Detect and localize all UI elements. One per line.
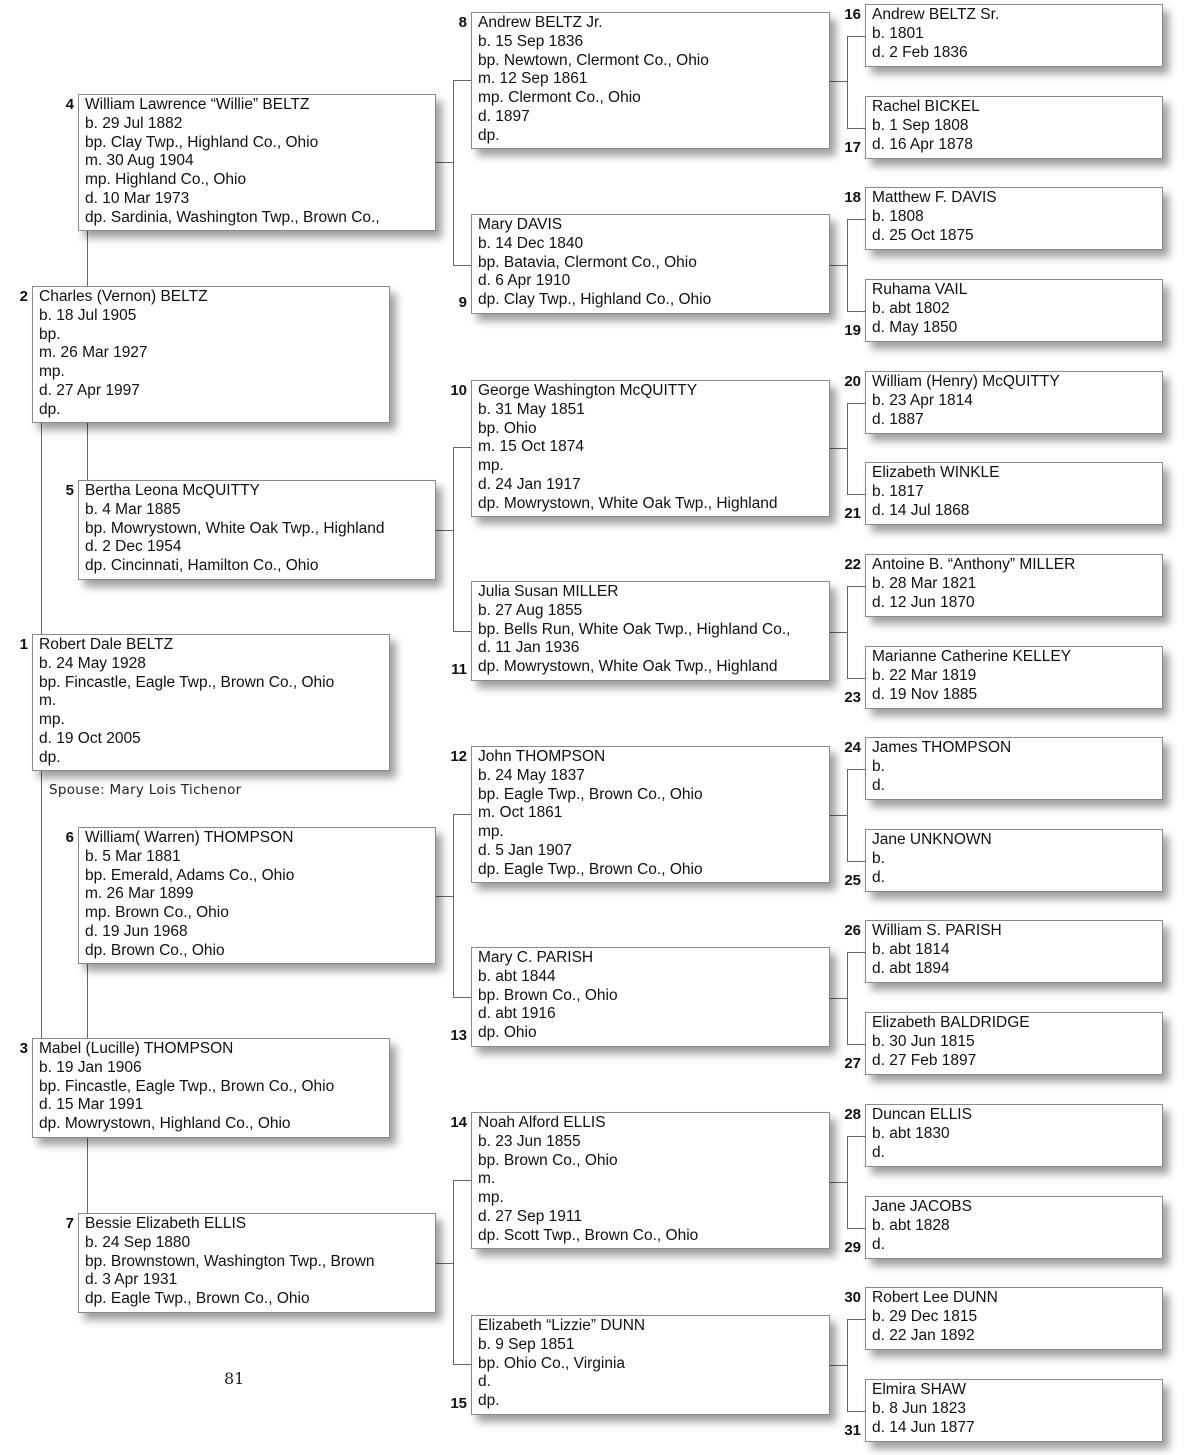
person-name: Jane UNKNOWN	[872, 831, 992, 848]
person-name: Robert Dale BELTZ	[39, 636, 174, 653]
connector-line	[847, 1044, 865, 1045]
person-name: Antoine B. “Anthony” MILLER	[872, 556, 1076, 573]
connector-line	[847, 952, 865, 953]
person-detail: b. 1808	[872, 207, 924, 225]
connector-line	[847, 36, 865, 37]
connector-line	[453, 814, 454, 997]
person-detail: d. 24 Jan 1917	[478, 475, 581, 493]
person-detail: d. abt 1894	[872, 959, 950, 977]
ahnentafel-number: 9	[458, 294, 467, 311]
person-detail: d. 5 Jan 1907	[478, 841, 572, 859]
person-box-28[interactable]	[865, 1104, 1163, 1167]
connector-line	[41, 771, 42, 1038]
connector-line	[847, 219, 848, 311]
person-detail: b. 1817	[872, 482, 924, 500]
person-detail: bp. Fincastle, Eagle Twp., Brown Co., Ohio	[39, 1077, 335, 1095]
page-number: 81	[224, 1369, 245, 1388]
person-detail: b. 14 Dec 1840	[478, 234, 584, 252]
person-box-10[interactable]	[471, 380, 830, 517]
person-box-12[interactable]	[471, 746, 830, 883]
person-detail: bp. Ohio Co., Virginia	[478, 1354, 626, 1372]
person-detail: bp. Brownstown, Washington Twp., Brown	[85, 1252, 375, 1270]
person-name: George Washington McQUITTY	[478, 382, 698, 399]
person-detail: d.	[872, 1235, 885, 1253]
person-name: Bertha Leona McQUITTY	[85, 482, 260, 499]
person-detail: b. 15 Sep 1836	[478, 32, 584, 50]
person-name: Elmira SHAW	[872, 1381, 967, 1398]
connector-line	[847, 586, 865, 587]
person-name: Ruhama VAIL	[872, 281, 968, 298]
person-box-15[interactable]	[471, 1315, 830, 1415]
person-box-16[interactable]	[865, 4, 1163, 67]
ahnentafel-number: 16	[844, 6, 861, 23]
person-detail: dp. Eagle Twp., Brown Co., Ohio	[478, 860, 703, 878]
connector-line	[847, 403, 865, 404]
connector-line	[847, 1319, 848, 1411]
person-detail: dp. Ohio	[478, 1024, 537, 1042]
connector-line	[830, 448, 847, 449]
person-detail: bp. Fincastle, Eagle Twp., Brown Co., Ohio	[39, 673, 335, 691]
connector-line	[436, 530, 453, 531]
connector-line	[453, 1180, 471, 1181]
person-box-8[interactable]	[471, 12, 830, 149]
person-detail: dp.	[478, 1392, 500, 1410]
person-detail: d.	[872, 1143, 885, 1161]
connector-line	[847, 1228, 865, 1229]
connector-line	[453, 80, 471, 81]
ahnentafel-number: 27	[844, 1055, 861, 1072]
connector-line	[830, 265, 847, 266]
person-detail: d. 25 Oct 1875	[872, 226, 974, 244]
ahnentafel-number: 13	[450, 1027, 467, 1044]
person-detail: d.	[872, 868, 885, 886]
person-detail: b. 24 Sep 1880	[85, 1233, 191, 1251]
person-detail: d. 22 Jan 1892	[872, 1326, 975, 1344]
person-detail: b. 24 May 1928	[39, 654, 146, 672]
person-box-19[interactable]	[865, 279, 1163, 342]
person-detail: bp. Clay Twp., Highland Co., Ohio	[85, 133, 319, 151]
person-detail: mp.	[39, 363, 65, 381]
person-box-22[interactable]	[865, 554, 1163, 617]
person-detail: d. 27 Feb 1897	[872, 1051, 977, 1069]
person-detail: b. 4 Mar 1885	[85, 500, 181, 518]
connector-line	[847, 769, 848, 861]
person-detail: b. 30 Jun 1815	[872, 1032, 975, 1050]
person-box-23[interactable]	[865, 646, 1163, 709]
connector-line	[87, 231, 88, 286]
ahnentafel-number: 2	[19, 288, 28, 305]
person-detail: m.	[39, 692, 57, 710]
person-name: Charles (Vernon) BELTZ	[39, 288, 208, 305]
person-detail: m. 26 Mar 1899	[85, 885, 194, 903]
person-detail: m. 15 Oct 1874	[478, 438, 584, 456]
person-detail: dp. Clay Twp., Highland Co., Ohio	[478, 291, 712, 309]
person-box-31[interactable]	[865, 1379, 1163, 1442]
connector-line	[453, 1364, 471, 1365]
person-box-5[interactable]	[78, 480, 436, 580]
person-name: Mary C. PARISH	[478, 949, 594, 966]
ahnentafel-number: 20	[844, 373, 861, 390]
person-detail: d. 6 Apr 1910	[478, 272, 571, 290]
connector-line	[453, 447, 471, 448]
connector-line	[453, 80, 454, 265]
person-name: Andrew BELTZ Jr.	[478, 14, 603, 31]
person-box-24[interactable]	[865, 737, 1163, 800]
person-detail: d. 11 Jan 1936	[478, 639, 580, 657]
person-box-3[interactable]	[32, 1038, 390, 1138]
ahnentafel-number: 28	[844, 1106, 861, 1123]
connector-line	[87, 964, 88, 1038]
person-detail: bp. Brown Co., Ohio	[478, 1151, 618, 1169]
person-detail: d. 3 Apr 1931	[85, 1271, 178, 1289]
person-detail: m. 30 Aug 1904	[85, 152, 194, 170]
person-detail: b. 28 Mar 1821	[872, 574, 977, 592]
person-detail: b. 18 Jul 1905	[39, 306, 137, 324]
person-detail: d. 14 Jul 1868	[872, 501, 970, 519]
ahnentafel-number: 12	[450, 748, 467, 765]
person-detail: bp. Eagle Twp., Brown Co., Ohio	[478, 785, 703, 803]
ahnentafel-number: 29	[844, 1239, 861, 1256]
ahnentafel-number: 24	[844, 739, 861, 756]
person-detail: d. 2 Dec 1954	[85, 538, 182, 556]
ahnentafel-number: 23	[844, 689, 861, 706]
ahnentafel-number: 22	[844, 556, 861, 573]
person-detail: m. 12 Sep 1861	[478, 70, 588, 88]
person-box-27[interactable]	[865, 1012, 1163, 1075]
person-detail: dp.	[39, 400, 61, 418]
ahnentafel-number: 14	[450, 1114, 467, 1131]
person-detail: b. 24 May 1837	[478, 766, 585, 784]
person-detail: d.	[478, 1373, 491, 1391]
person-name: William( Warren) THOMPSON	[85, 829, 294, 846]
person-name: Elizabeth “Lizzie” DUNN	[478, 1317, 646, 1334]
person-detail: b. abt 1844	[478, 967, 556, 985]
person-detail: dp. Mowrystown, White Oak Twp., Highland	[478, 658, 778, 676]
person-box-9[interactable]	[471, 214, 830, 314]
ahnentafel-number: 4	[65, 96, 74, 113]
person-name: Jane JACOBS	[872, 1198, 972, 1215]
connector-line	[830, 1182, 847, 1183]
connector-line	[436, 162, 453, 163]
person-detail: bp. Brown Co., Ohio	[478, 986, 618, 1004]
connector-line	[830, 1365, 847, 1366]
person-name: William Lawrence “Willie” BELTZ	[85, 96, 310, 113]
person-detail: b. abt 1828	[872, 1216, 950, 1234]
connector-line	[847, 128, 865, 129]
person-detail: b. 31 May 1851	[478, 400, 585, 418]
ahnentafel-number: 19	[844, 322, 861, 339]
person-detail: d. 10 Mar 1973	[85, 189, 190, 207]
connector-line	[453, 447, 454, 631]
person-name: Elizabeth BALDRIDGE	[872, 1014, 1030, 1031]
person-name: Mabel (Lucille) THOMPSON	[39, 1040, 234, 1057]
person-detail: d. May 1850	[872, 318, 958, 336]
person-detail: d. 15 Mar 1991	[39, 1096, 144, 1114]
person-detail: d. 14 Jun 1877	[872, 1418, 975, 1436]
person-detail: mp.	[39, 711, 65, 729]
connector-line	[847, 219, 865, 220]
person-detail: dp. Scott Twp., Brown Co., Ohio	[478, 1226, 699, 1244]
person-detail: mp. Brown Co., Ohio	[85, 904, 229, 922]
person-box-25[interactable]	[865, 829, 1163, 892]
person-detail: b. 5 Mar 1881	[85, 847, 181, 865]
person-detail: mp.	[478, 823, 504, 841]
person-detail: b. 19 Jan 1906	[39, 1058, 142, 1076]
person-name: William S. PARISH	[872, 922, 1002, 939]
person-detail: dp. Eagle Twp., Brown Co., Ohio	[85, 1290, 310, 1308]
connector-line	[847, 861, 865, 862]
person-box-4[interactable]	[78, 94, 436, 231]
person-name: Marianne Catherine KELLEY	[872, 648, 1072, 665]
person-detail: m. Oct 1861	[478, 804, 563, 822]
person-detail: d. 1887	[872, 410, 924, 428]
connector-line	[87, 1138, 88, 1213]
person-detail: b. abt 1830	[872, 1124, 950, 1142]
ahnentafel-number: 8	[458, 14, 467, 31]
person-detail: d. 1897	[478, 107, 530, 125]
ahnentafel-number: 10	[450, 382, 467, 399]
connector-line	[87, 423, 88, 480]
connector-line	[847, 403, 848, 494]
connector-line	[847, 1411, 865, 1412]
connector-line	[847, 769, 865, 770]
ahnentafel-number: 21	[844, 505, 861, 522]
person-detail: b. 1801	[872, 24, 924, 42]
connector-line	[847, 952, 848, 1044]
person-box-17[interactable]	[865, 96, 1163, 159]
person-detail: d. 2 Feb 1836	[872, 43, 968, 61]
person-detail: d. 19 Nov 1885	[872, 685, 978, 703]
person-name: Matthew F. DAVIS	[872, 189, 997, 206]
person-name: William (Henry) McQUITTY	[872, 373, 1060, 390]
person-detail: d.	[872, 776, 885, 794]
person-name: Elizabeth WINKLE	[872, 464, 1000, 481]
person-name: Rachel BICKEL	[872, 98, 980, 115]
connector-line	[436, 1263, 453, 1264]
person-detail: b. 29 Dec 1815	[872, 1307, 978, 1325]
person-name: Julia Susan MILLER	[478, 583, 619, 600]
person-box-20[interactable]	[865, 371, 1163, 434]
person-box-6[interactable]	[78, 827, 436, 964]
person-detail: bp. Newtown, Clermont Co., Ohio	[478, 51, 709, 69]
connector-line	[830, 815, 847, 816]
person-name: Mary DAVIS	[478, 216, 563, 233]
person-detail: d. 27 Sep 1911	[478, 1207, 582, 1225]
person-detail: m.	[478, 1170, 496, 1188]
connector-line	[453, 265, 471, 266]
person-detail: m. 26 Mar 1927	[39, 344, 148, 362]
connector-line	[453, 814, 471, 815]
person-detail: b. 22 Mar 1819	[872, 666, 977, 684]
person-detail: dp. Mowrystown, White Oak Twp., Highland	[478, 494, 778, 512]
ahnentafel-number: 26	[844, 922, 861, 939]
connector-line	[830, 632, 847, 633]
person-detail: dp. Brown Co., Ohio	[85, 941, 225, 959]
person-detail: b. 9 Sep 1851	[478, 1335, 575, 1353]
person-name: Robert Lee DUNN	[872, 1289, 998, 1306]
person-box-13[interactable]	[471, 947, 830, 1047]
person-box-11[interactable]	[471, 581, 830, 681]
person-detail: mp.	[478, 457, 504, 475]
ahnentafel-number: 1	[19, 636, 28, 653]
person-detail: b. 23 Jun 1855	[478, 1132, 581, 1150]
ahnentafel-number: 6	[65, 829, 74, 846]
person-detail: bp. Batavia, Clermont Co., Ohio	[478, 253, 697, 271]
connector-line	[847, 1319, 865, 1320]
person-detail: b. 23 Apr 1814	[872, 391, 973, 409]
connector-line	[453, 997, 471, 998]
person-box-21[interactable]	[865, 462, 1163, 525]
person-box-18[interactable]	[865, 187, 1163, 250]
person-detail: d. 16 Apr 1878	[872, 135, 973, 153]
ahnentafel-number: 25	[844, 872, 861, 889]
person-box-14[interactable]	[471, 1112, 830, 1249]
person-name: Duncan ELLIS	[872, 1106, 972, 1123]
connector-line	[847, 1136, 865, 1137]
ahnentafel-number: 7	[65, 1215, 74, 1232]
person-detail: mp. Highland Co., Ohio	[85, 171, 247, 189]
person-detail: b. 1 Sep 1808	[872, 116, 969, 134]
person-detail: b. 27 Aug 1855	[478, 601, 583, 619]
ahnentafel-number: 31	[844, 1422, 861, 1439]
connector-line	[847, 36, 848, 128]
ahnentafel-number: 30	[844, 1289, 861, 1306]
person-name: Andrew BELTZ Sr.	[872, 6, 1000, 23]
ahnentafel-number: 5	[65, 482, 74, 499]
ahnentafel-number: 18	[844, 189, 861, 206]
person-box-2[interactable]	[32, 286, 390, 423]
connector-line	[830, 998, 847, 999]
person-detail: b.	[872, 849, 885, 867]
ahnentafel-number: 11	[451, 661, 467, 678]
person-detail: dp. Cincinnati, Hamilton Co., Ohio	[85, 557, 319, 575]
person-detail: d. abt 1916	[478, 1005, 556, 1023]
person-detail: dp. Mowrystown, Highland Co., Ohio	[39, 1115, 291, 1133]
connector-line	[830, 81, 847, 82]
person-box-30[interactable]	[865, 1287, 1163, 1350]
ahnentafel-number: 15	[450, 1395, 467, 1412]
person-detail: d. 19 Jun 1968	[85, 922, 188, 940]
connector-line	[847, 494, 865, 495]
person-detail: dp.	[39, 748, 61, 766]
connector-line	[847, 678, 865, 679]
connector-line	[453, 1180, 454, 1364]
person-name: John THOMPSON	[478, 748, 606, 765]
person-detail: dp. Sardinia, Washington Twp., Brown Co.,	[85, 208, 380, 226]
person-name: James THOMPSON	[872, 739, 1012, 756]
person-box-7[interactable]	[78, 1213, 436, 1313]
connector-line	[41, 423, 42, 634]
spouse-note: Spouse: Mary Lois Tichenor	[49, 782, 242, 798]
person-detail: bp. Emerald, Adams Co., Ohio	[85, 866, 295, 884]
connector-line	[847, 1136, 848, 1228]
person-detail: b.	[872, 757, 885, 775]
person-detail: dp.	[478, 126, 500, 144]
person-detail: b. abt 1802	[872, 299, 950, 317]
person-detail: bp.	[39, 325, 61, 343]
person-box-29[interactable]	[865, 1196, 1163, 1259]
person-detail: mp.	[478, 1189, 504, 1207]
person-detail: bp. Mowrystown, White Oak Twp., Highland	[85, 519, 385, 537]
connector-line	[436, 896, 453, 897]
person-detail: b. 29 Jul 1882	[85, 114, 183, 132]
person-detail: d. 27 Apr 1997	[39, 381, 140, 399]
person-detail: mp. Clermont Co., Ohio	[478, 89, 641, 107]
connector-line	[453, 631, 471, 632]
person-box-26[interactable]	[865, 920, 1163, 983]
person-box-1[interactable]	[32, 634, 390, 771]
person-detail: b. 8 Jun 1823	[872, 1399, 966, 1417]
ahnentafel-number: 3	[19, 1040, 28, 1057]
person-name: Noah Alford ELLIS	[478, 1114, 606, 1131]
person-detail: b. abt 1814	[872, 940, 950, 958]
connector-line	[847, 311, 865, 312]
person-detail: d. 12 Jun 1870	[872, 593, 975, 611]
person-detail: d. 19 Oct 2005	[39, 729, 141, 747]
ahnentafel-number: 17	[844, 139, 861, 156]
person-detail: bp. Bells Run, White Oak Twp., Highland Co.,	[478, 620, 791, 638]
connector-line	[847, 586, 848, 678]
person-detail: bp. Ohio	[478, 419, 537, 437]
person-name: Bessie Elizabeth ELLIS	[85, 1215, 247, 1232]
